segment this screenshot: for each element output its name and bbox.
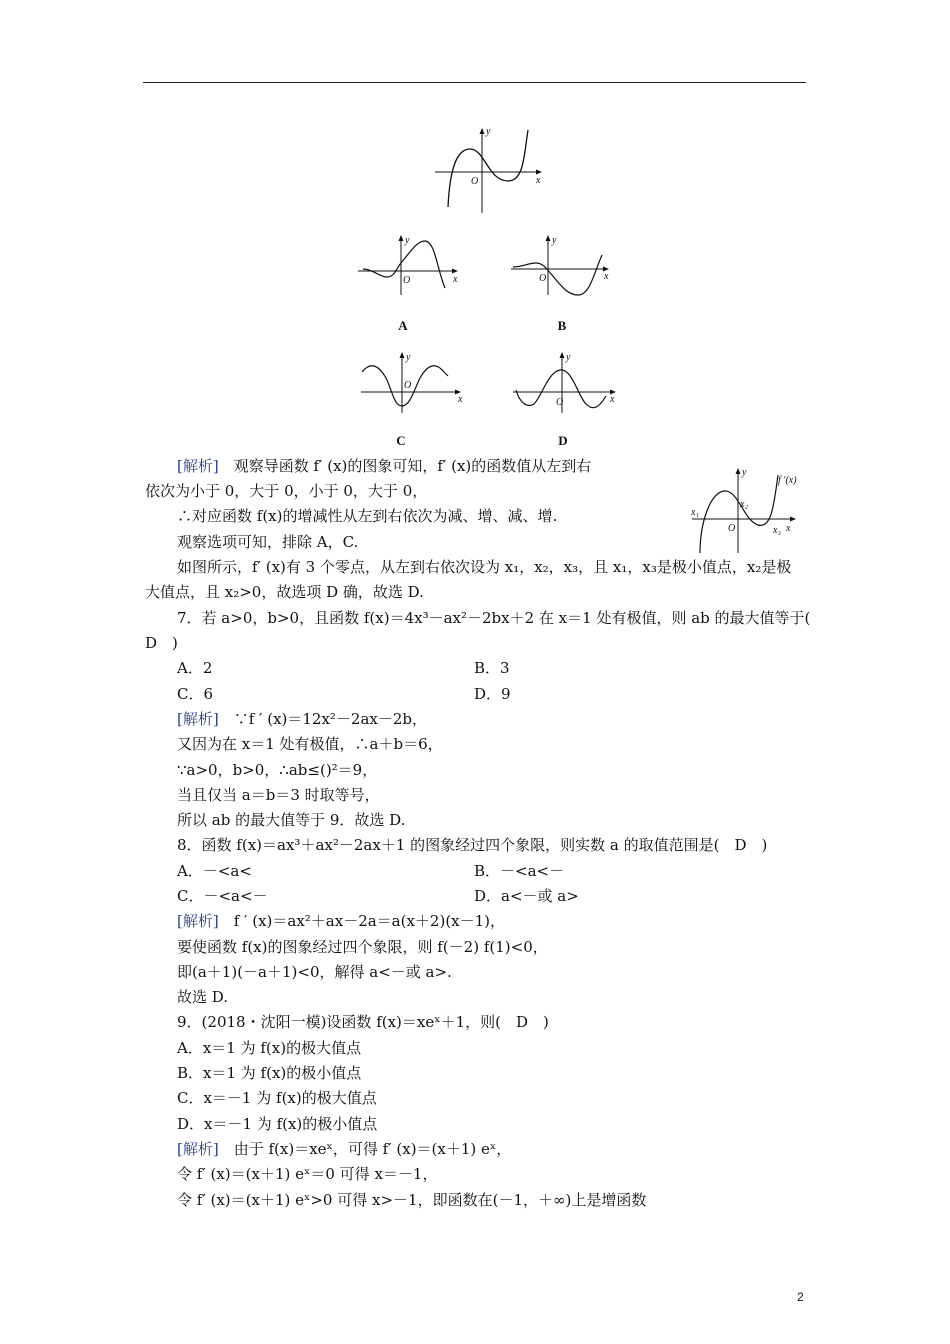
q7-analysis-5: 所以 ab 的最大值等于 9．故选 D. bbox=[177, 811, 406, 829]
origin-label: O bbox=[539, 273, 547, 284]
q7-option-b: B．3 bbox=[474, 659, 510, 677]
q9-stem: 9．(2018・沈阳一模)设函数 f(x)＝xeˣ＋1，则( D ) bbox=[177, 1013, 549, 1031]
y-axis-label: y bbox=[742, 467, 747, 478]
option-d-graph bbox=[510, 350, 625, 415]
x1-label: x₁ bbox=[691, 507, 699, 518]
page-number: 2 bbox=[797, 1290, 804, 1304]
option-c-graph bbox=[358, 350, 473, 415]
origin-label: O bbox=[404, 380, 412, 391]
origin-label: O bbox=[728, 523, 736, 534]
q7-analysis-3: ∵a>0，b>0，∴ab≤()²＝9， bbox=[177, 761, 378, 779]
q9-option-a: A．x＝1 为 f(x)的极大值点 bbox=[177, 1039, 362, 1057]
q8-option-a: A．－<a< bbox=[177, 862, 252, 880]
origin-label: O bbox=[471, 176, 479, 187]
q7-answer: D ) bbox=[145, 634, 178, 652]
option-d-caption: D bbox=[558, 433, 568, 448]
q6-line-1: [解析] 观察导函数 f′ (x)的图象可知，f′ (x)的函数值从左到右 bbox=[177, 457, 592, 475]
option-c-caption: C bbox=[396, 433, 406, 448]
y-axis-label: y bbox=[405, 235, 410, 246]
q8-analysis-2: 要使函数 f(x)的图象经过四个象限，则 f(－2) f(1)<0， bbox=[177, 938, 548, 956]
origin-label: O bbox=[403, 275, 411, 286]
q7-option-c: C．6 bbox=[177, 685, 214, 703]
q6-line-2: 依次为小于 0，大于 0，小于 0，大于 0， bbox=[145, 482, 428, 500]
x2-label: x₂ bbox=[740, 499, 748, 510]
option-b-graph bbox=[508, 233, 618, 298]
y-axis-label: y bbox=[406, 352, 411, 363]
y-axis-label: y bbox=[552, 235, 557, 246]
q8-stem: 8．函数 f(x)＝ax³＋ax²－2ax＋1 的图象经过四个象限，则实数 a 的取值范围是( D ) bbox=[177, 836, 768, 854]
q7-stem: 7．若 a>0，b>0，且函数 f(x)＝4x³－ax²－2bx＋2 在 x＝1 处有极值，则 ab 的最大值等于( bbox=[177, 609, 811, 627]
y-axis-label: y bbox=[486, 126, 491, 137]
option-a-caption: A bbox=[398, 318, 408, 333]
q8-option-c: C．－<a<－ bbox=[177, 887, 268, 905]
analysis-tag: [解析] bbox=[177, 912, 219, 930]
q9-analysis-1: [解析] 由于 f(x)＝xeˣ，可得 f′ (x)＝(x＋1) eˣ， bbox=[177, 1140, 512, 1158]
q9-option-c: C．x＝－1 为 f(x)的极大值点 bbox=[177, 1089, 377, 1107]
q7-analysis-4: 当且仅当 a＝b＝3 时取等号， bbox=[177, 786, 380, 804]
q9-option-b: B．x＝1 为 f(x)的极小值点 bbox=[177, 1064, 362, 1082]
option-a-graph bbox=[355, 233, 465, 298]
q7-option-d: D．9 bbox=[474, 685, 511, 703]
fprime-analysis-graph bbox=[688, 463, 813, 558]
q6-line-4: 观察选项可知，排除 A，C. bbox=[177, 533, 359, 551]
fprime-label: f ′(x) bbox=[778, 475, 797, 486]
analysis-tag: [解析] bbox=[177, 710, 219, 728]
y-axis-label: y bbox=[566, 352, 571, 363]
origin-label: O bbox=[556, 397, 564, 408]
q9-analysis-2: 令 f′ (x)＝(x＋1) eˣ＝0 可得 x＝－1， bbox=[177, 1165, 438, 1183]
analysis-tag: [解析] bbox=[177, 1140, 219, 1158]
x-axis-label: x bbox=[610, 394, 615, 405]
q7-analysis-1: [解析] ∵f ′ (x)＝12x²－2ax－2b， bbox=[177, 710, 428, 728]
x-axis-label: x bbox=[536, 175, 541, 186]
x-axis-label: x bbox=[458, 394, 463, 405]
q8-analysis-1: [解析] f ′ (x)＝ax²＋ax－2a＝a(x＋2)(x－1)， bbox=[177, 912, 506, 930]
x-axis-label: x bbox=[453, 274, 458, 285]
q8-analysis-3: 即(a＋1)(－a＋1)<0，解得 a<－或 a>. bbox=[177, 963, 452, 981]
q7-option-a: A．2 bbox=[177, 659, 213, 677]
q6-line-5: 如图所示，f′ (x)有 3 个零点，从左到右依次设为 x₁，x₂，x₃，且 x₁，x₃是极小值点，x₂是极 bbox=[177, 558, 792, 576]
q6-line-3: ∴对应函数 f(x)的增减性从左到右依次为减、增、减、增. bbox=[177, 507, 558, 525]
option-b-caption: B bbox=[557, 318, 567, 333]
analysis-tag: [解析] bbox=[177, 457, 219, 475]
q8-analysis-4: 故选 D. bbox=[177, 988, 229, 1006]
x-axis-label: x bbox=[786, 523, 791, 534]
x3-label: x₃ bbox=[773, 525, 781, 536]
derivative-graph bbox=[430, 125, 550, 215]
x-axis-label: x bbox=[604, 271, 609, 282]
q8-option-d: D．a<－或 a> bbox=[474, 887, 579, 905]
q6-line-6: 大值点，且 x₂>0，故选项 D 确，故选 D. bbox=[145, 583, 424, 601]
q7-analysis-2: 又因为在 x＝1 处有极值，∴a＋b＝6， bbox=[177, 735, 443, 753]
q9-analysis-3: 令 f′ (x)＝(x＋1) eˣ>0 可得 x>－1，即函数在(－1，＋∞)上是增函数 bbox=[177, 1191, 647, 1209]
q9-option-d: D．x＝－1 为 f(x)的极小值点 bbox=[177, 1115, 378, 1133]
q8-option-b: B．－<a<－ bbox=[474, 862, 565, 880]
header-rule bbox=[143, 82, 806, 83]
